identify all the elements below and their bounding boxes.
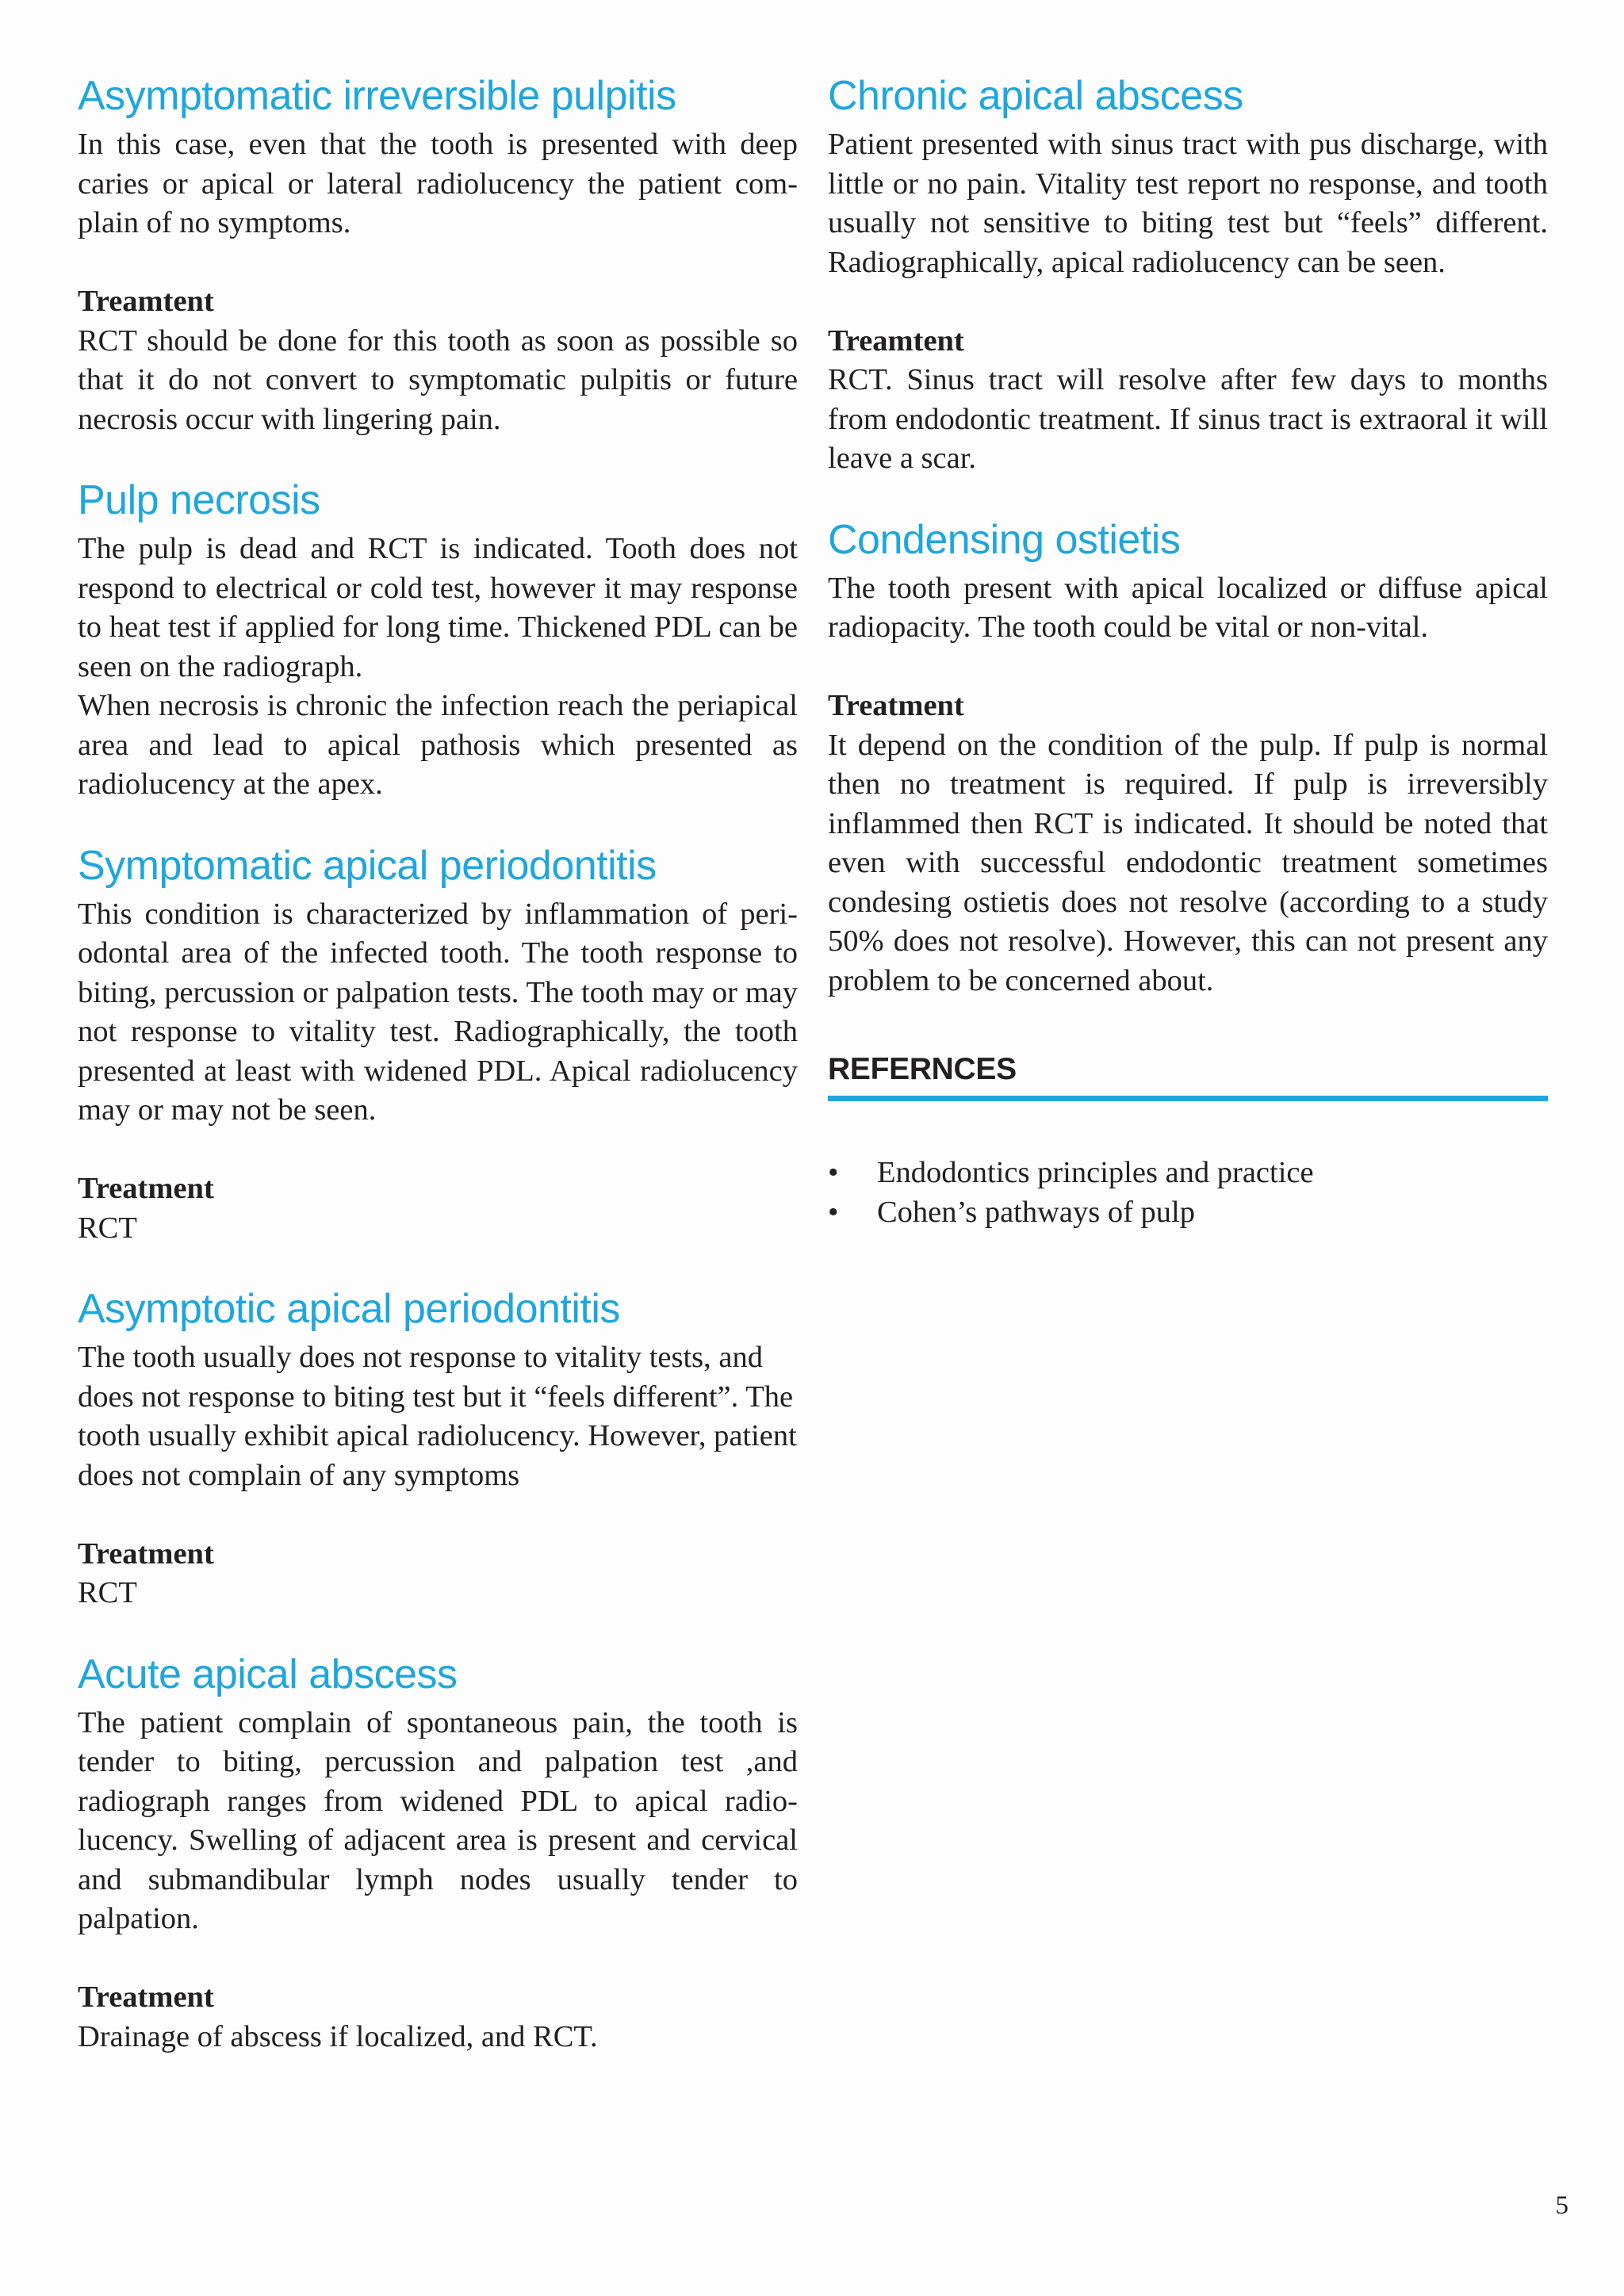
section-title: Asymptotic apical periodontitis xyxy=(78,1286,620,1332)
section-pulp-necrosis xyxy=(78,474,798,805)
references-list xyxy=(828,1154,1548,1232)
reference-item xyxy=(828,1154,1548,1193)
bullet-icon: • xyxy=(828,1195,839,1229)
treatment-heading: Treamtent xyxy=(828,323,964,358)
section-asymptotic-apical-periodontitis xyxy=(78,1283,798,1613)
section-paragraph: Patient presented with sinus tract with pus discharge, with little or no pain. Vitality test report no response, and tooth usually not sensitive to biting test but “feels” different. Radiographically, apical radiolucency can be seen. xyxy=(828,128,1548,279)
section-title: Condensing ostietis xyxy=(828,516,1181,563)
section-paragraph: When necrosis is chronic the infection reach the periapical area and lead to apical pathosis which presented as radiolucency at the apex. xyxy=(78,689,798,801)
section-paragraph: This condition is characterized by inflammation of periodontal area of the infected tooth. The tooth response to biting, percussion or palpation tests. The tooth may or may not response to vitality test. Radiographically, the tooth presented at least with widened PDL. Apical radiolucency may or may not be seen. xyxy=(78,897,798,1127)
references-divider xyxy=(828,1096,1548,1101)
treatment-heading: Treatment xyxy=(78,1980,214,2014)
treatment-heading: Treamtent xyxy=(78,285,214,318)
section-paragraph: The tooth usually does not response to vitality tests, and does not response to biting test but it “feels different”. The tooth usually exhibit apical radiolucency. However, patient does not complain of any symptoms xyxy=(78,1341,797,1492)
reference-text: Endodontics principles and practice xyxy=(877,1156,1314,1189)
section-chronic-apical-abscess xyxy=(828,70,1548,479)
treatment-heading: Treatment xyxy=(78,1536,214,1571)
section-paragraph: In this case, even that the tooth is presented with deep caries or apical or lateral radiolucency the patient complain of no symptoms. xyxy=(78,128,798,239)
reference-text: Cohen’s pathways of pulp xyxy=(877,1195,1195,1229)
section-asymptomatic-irreversible-pulpitis xyxy=(78,70,798,439)
section-title: Symptomatic apical periodontitis xyxy=(78,842,657,889)
page-number: 5 xyxy=(1555,2191,1568,2220)
section-paragraph: The pulp is dead and RCT is indicated. Tooth does not respond to electrical or cold test, however it may response to heat test if applied for long time. Thickened PDL can be seen on the radiograph. xyxy=(78,532,798,683)
section-condensing-ostietis xyxy=(828,514,1548,1001)
reference-item xyxy=(828,1193,1548,1233)
section-title: Pulp necrosis xyxy=(78,477,320,523)
section-paragraph: The patient complain of spontaneous pain, the tooth is tender to biting, percussion and palpation test ,and radiograph ranges from widened PDL to apical radiolucency. Swelling of adjacent area is present and cervical and submandibular lymph nodes usually tender to palpation. xyxy=(78,1705,798,1935)
treatment-text: RCT xyxy=(78,1211,137,1245)
treatment-text: Drainage of abscess if localized, and RCT. xyxy=(78,2019,598,2053)
section-acute-apical-abscess xyxy=(78,1648,798,2057)
section-title: Asymptomatic irreversible pulpitis xyxy=(78,73,676,119)
treatment-text: RCT xyxy=(78,1576,137,1609)
bullet-icon: • xyxy=(828,1156,839,1189)
left-column xyxy=(78,70,798,2057)
section-paragraph: The tooth present with apical localized or diffuse apical radiopacity. The tooth could be vital or non-vital. xyxy=(828,571,1548,644)
treatment-heading: Treatment xyxy=(78,1172,214,1205)
treatment-text: RCT should be done for this tooth as soon as possible so that it do not convert to symptomatic pulpitis or future necrosis occur with lingering pain. xyxy=(78,323,798,436)
section-title: Chronic apical abscess xyxy=(828,73,1243,119)
right-column xyxy=(828,70,1548,1232)
references-section xyxy=(828,1050,1548,1232)
section-title: Acute apical abscess xyxy=(78,1651,458,1697)
treatment-heading: Treatment xyxy=(828,689,964,722)
section-symptomatic-apical-periodontitis xyxy=(78,840,798,1249)
references-heading: REFERNCES xyxy=(828,1052,1017,1086)
treatment-text: RCT. Sinus tract will resolve after few days to months from endodontic treatment. If sinus tract is extraoral it will leave a scar. xyxy=(828,363,1548,475)
treatment-text: It depend on the condition of the pulp. If pulp is normal then no treatment is required. If pulp is irreversibly inflammed then RCT is indicated. It should be noted that even with successful endodontic treatment sometimes condesing ostietis does not resolve (according to a study 50% does not resolve). However, this can not present any problem to be concerned about. xyxy=(828,728,1548,997)
